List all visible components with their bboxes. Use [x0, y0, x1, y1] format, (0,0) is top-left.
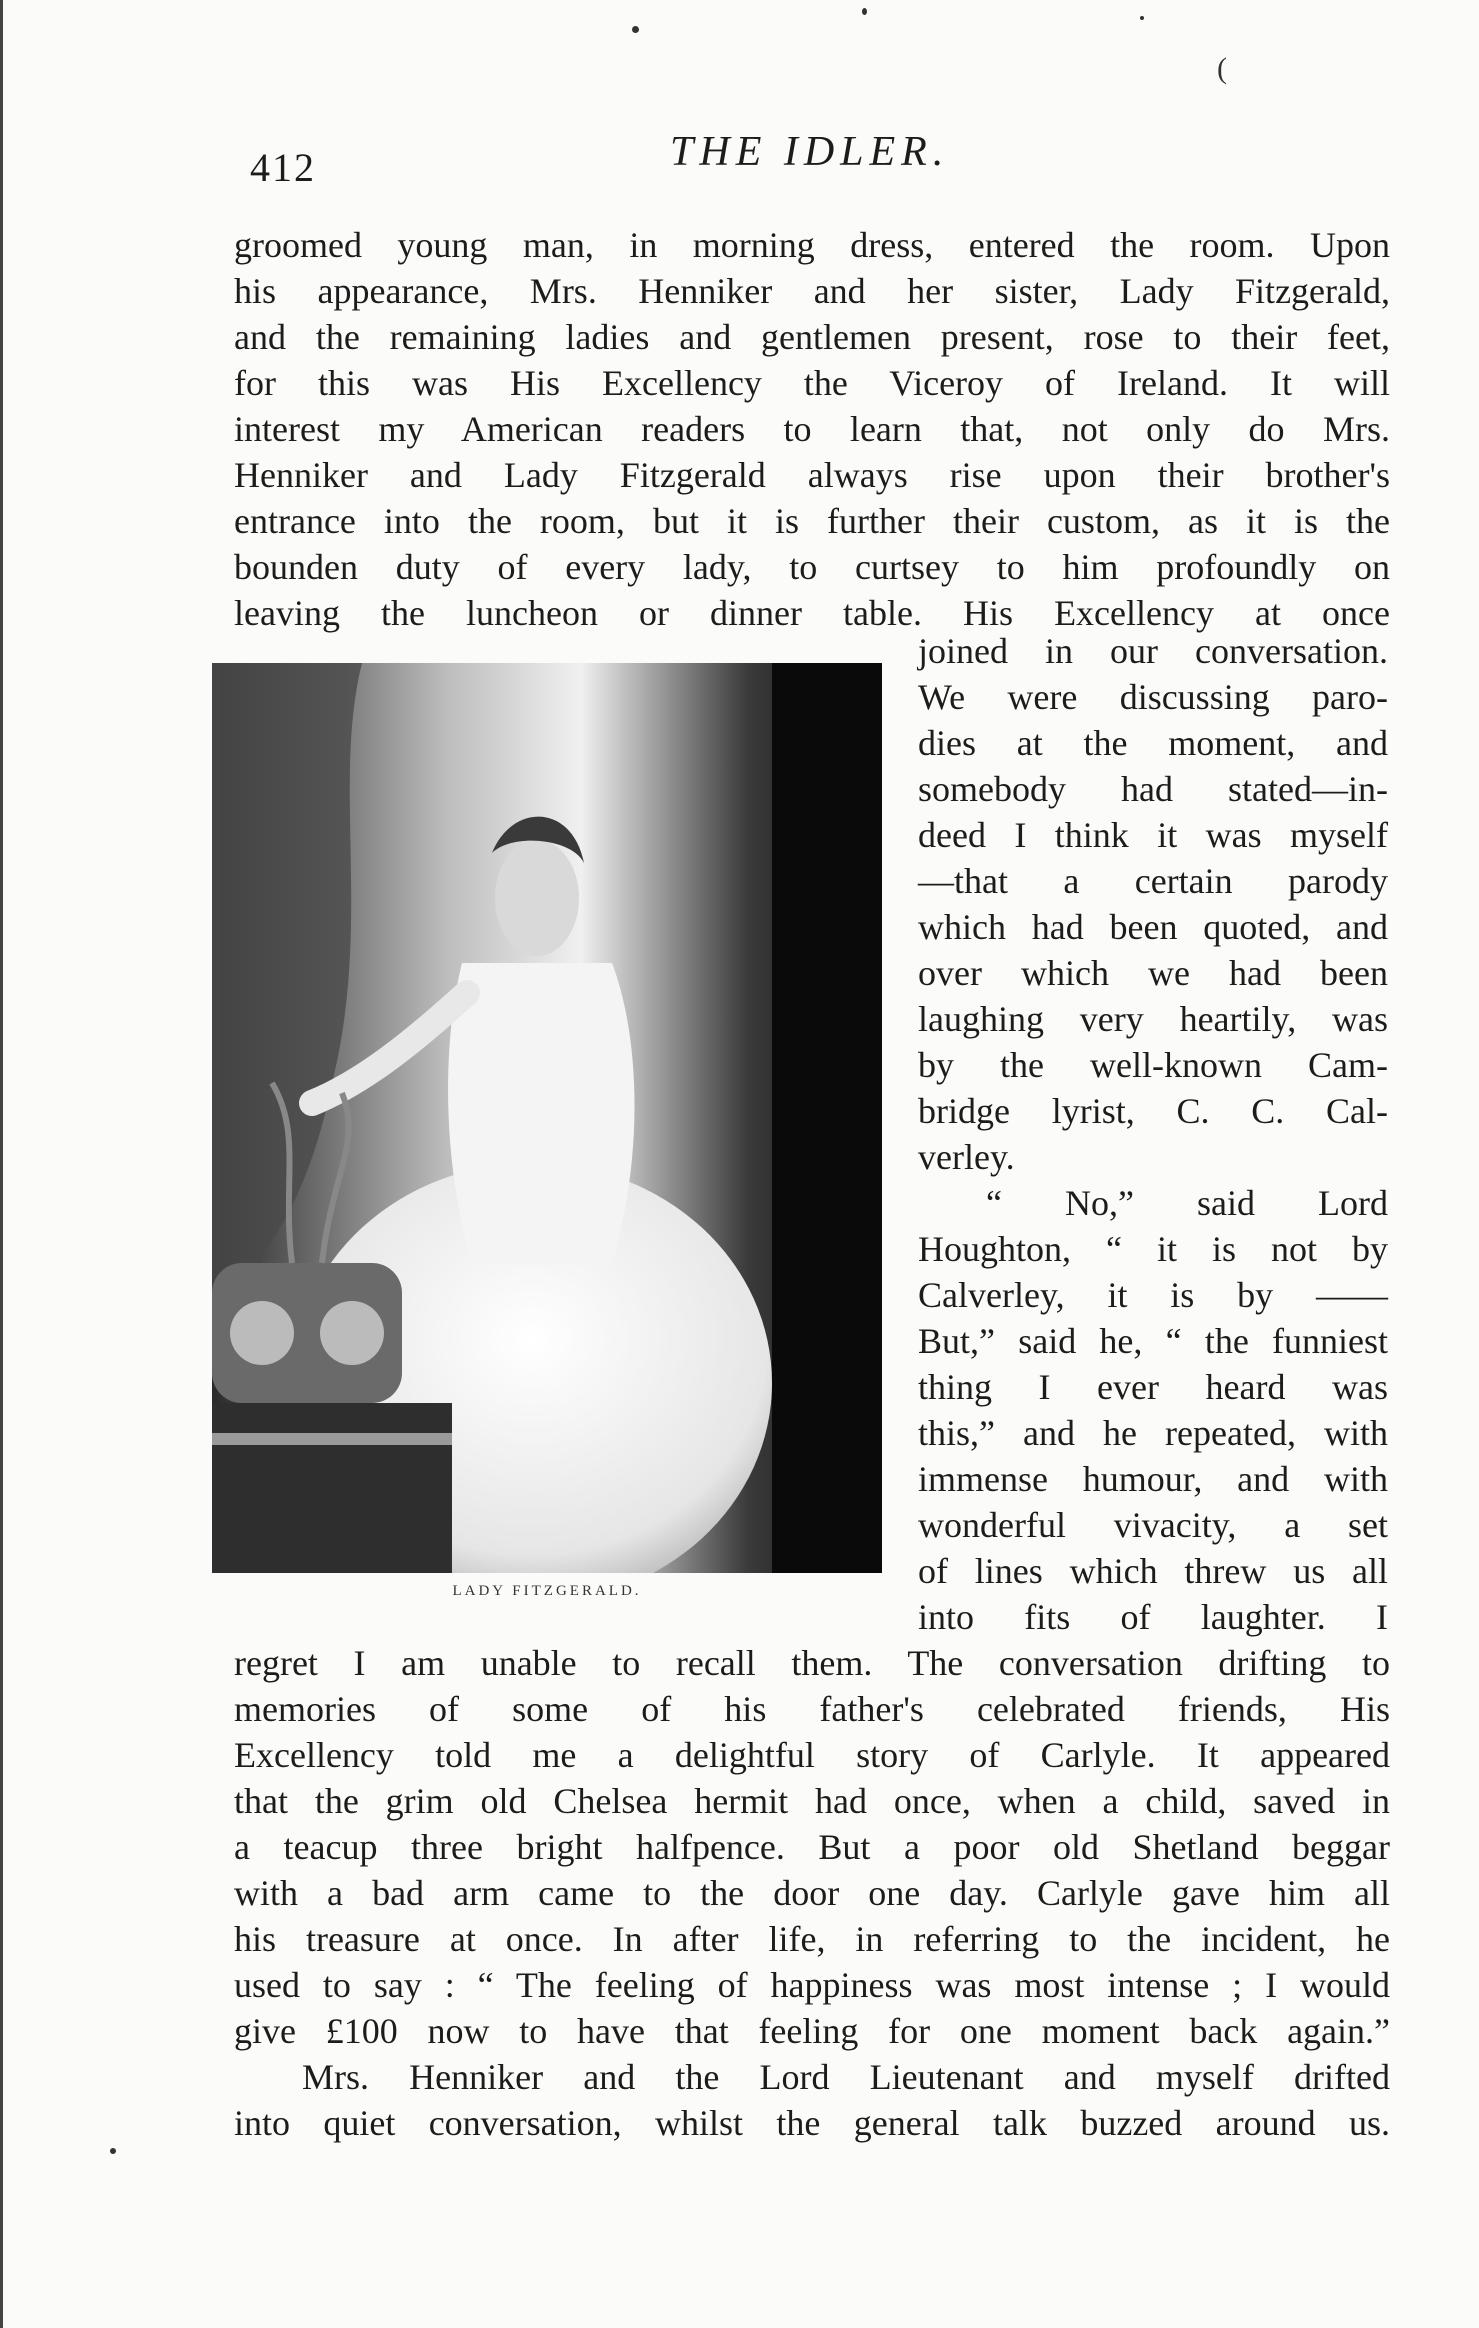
text-line: bridge lyrist, C. C. Cal-	[918, 1091, 1388, 1131]
text-line: his appearance, Mrs. Henniker and her sister, Lady Fitzgerald,	[234, 271, 1390, 311]
dark-panel	[772, 663, 882, 1573]
text-line: thing I ever heard was	[918, 1367, 1388, 1407]
text-line: Excellency told me a delightful story of Carlyle. It appeared	[234, 1735, 1390, 1775]
text-line: somebody had stated—in-	[918, 769, 1388, 809]
text-line: for this was His Excellency the Viceroy of Ireland. It will	[234, 363, 1390, 403]
text-line: into quiet conversation, whilst the general talk buzzed around us.	[234, 2103, 1390, 2143]
text-line: with a bad arm came to the door one day. Carlyle gave him all	[234, 1873, 1390, 1913]
dress-bodice	[448, 963, 634, 1263]
text-line: But,” said he, “ the funniest	[918, 1321, 1388, 1361]
text-line: verley.	[918, 1137, 1015, 1177]
text-line: entrance into the room, but it is further their custom, as it is the	[234, 501, 1390, 541]
text-line: used to say : “ The feeling of happiness was most intense ; I would	[234, 1965, 1390, 2005]
text-line: a teacup three bright halfpence. But a poor old Shetland beggar	[234, 1827, 1390, 1867]
text-line: groomed young man, in morning dress, entered the room. Upon	[234, 225, 1390, 265]
pedestal-trim	[212, 1433, 452, 1445]
vase-ornament	[320, 1301, 384, 1365]
page-number: 412	[250, 145, 316, 190]
text-line: that the grim old Chelsea hermit had once, when a child, saved in	[234, 1781, 1390, 1821]
text-line: regret I am unable to recall them. The conversation drifting to	[234, 1643, 1390, 1683]
scan-mark: (	[1217, 52, 1227, 85]
text-line: immense humour, and with	[918, 1459, 1388, 1499]
head	[495, 840, 579, 956]
text-line: and the remaining ladies and gentlemen present, rose to their feet,	[234, 317, 1390, 357]
portrait-illustration	[212, 663, 882, 1573]
text-line: by the well-known Cam-	[918, 1045, 1388, 1085]
scan-edge	[0, 0, 3, 2328]
text-line: Calverley, it is by ——	[918, 1275, 1388, 1315]
text-line: dies at the moment, and	[918, 723, 1388, 763]
text-line: interest my American readers to learn that, not only do Mrs.	[234, 409, 1390, 449]
page-header	[250, 118, 1400, 190]
text-line: wonderful vivacity, a set	[918, 1505, 1388, 1545]
text-line: Houghton, “ it is not by	[918, 1229, 1388, 1269]
text-line: bounden duty of every lady, to curtsey to him profoundly on	[234, 547, 1390, 587]
text-line: which had been quoted, and	[918, 907, 1388, 947]
text-line: memories of some of his father's celebrated friends, His	[234, 1689, 1390, 1729]
scan-speck	[110, 2148, 116, 2154]
vase-ornament	[230, 1301, 294, 1365]
running-title: THE IDLER.	[670, 129, 950, 175]
text-line: deed I think it was myself	[918, 815, 1388, 855]
text-line: leaving the luncheon or dinner table. His Excellency at once	[234, 593, 1390, 633]
text-line: give £100 now to have that feeling for one moment back again.”	[234, 2011, 1390, 2051]
text-line: over which we had been	[918, 953, 1388, 993]
scan-speck	[632, 26, 639, 33]
text-line: laughing very heartily, was	[918, 999, 1388, 1039]
scan-speck	[1140, 16, 1144, 20]
pedestal	[212, 1403, 452, 1573]
text-line: Mrs. Henniker and the Lord Lieutenant and myself drifted	[302, 2057, 1390, 2097]
text-line: this,” and he repeated, with	[918, 1413, 1388, 1453]
bottom-paragraph	[234, 1640, 1390, 2054]
top-paragraph	[234, 222, 1390, 636]
portrait-photo	[212, 663, 882, 1573]
scan-speck	[862, 8, 867, 15]
side-column	[918, 628, 1388, 1640]
text-line: “ No,” said Lord	[986, 1183, 1388, 1223]
text-line: his treasure at once. In after life, in referring to the incident, he	[234, 1919, 1390, 1959]
text-line: —that a certain parody	[918, 861, 1388, 901]
text-line: joined in our conversation.	[918, 631, 1388, 671]
text-line: We were discussing paro-	[918, 677, 1388, 717]
text-line: Henniker and Lady Fitzgerald always rise upon their brother's	[234, 455, 1390, 495]
figure-caption: LADY FITZGERALD.	[452, 1583, 642, 1599]
text-line: of lines which threw us all	[918, 1551, 1388, 1591]
text-line: into fits of laughter. I	[918, 1597, 1388, 1637]
final-paragraph	[234, 2054, 1390, 2146]
